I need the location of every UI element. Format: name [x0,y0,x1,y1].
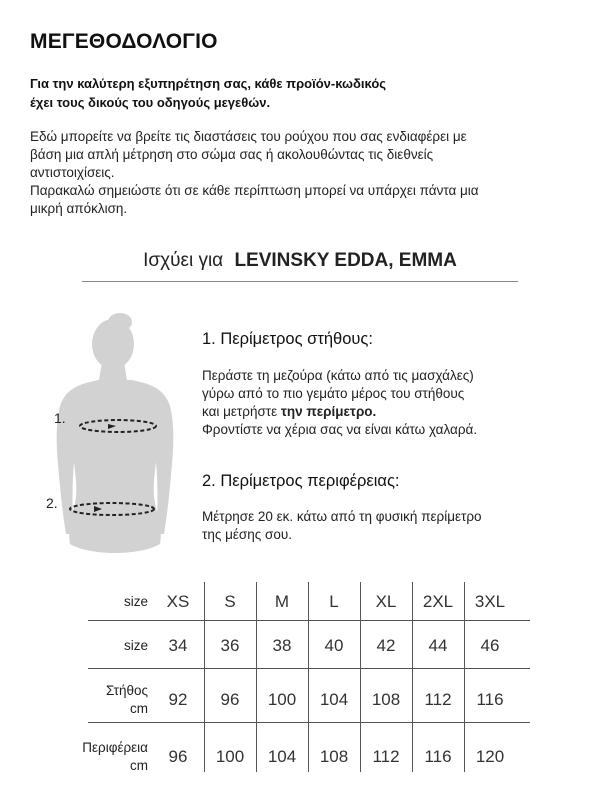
table-row-label [38,637,148,655]
table-cell: 36 [220,636,240,655]
table-row-label-line: Περιφέρεια [82,740,148,755]
intro-line: αντιστοιχίσεις. [30,165,115,180]
table-cell: 104 [319,690,349,709]
section1-text [202,367,477,439]
page-title: ΜΕΓΕΘΟΔΟΛΟΓΙΟ [30,30,218,53]
table-row-label-line: size [123,638,148,653]
table-cell: 46 [480,636,500,655]
table-cell: 116 [424,747,452,766]
table-cell: 44 [428,636,448,655]
table-cell: 108 [371,690,401,709]
section2-heading: 2. Περίμετρος περιφέρειας: [202,472,400,490]
table-cell: 112 [372,747,400,766]
section1-line: Φροντίστε να χέρια σας να είναι κάτω χαλαρά. [202,422,478,437]
table-cell: XS [166,592,190,611]
marker-1: 1. [54,410,66,426]
table-cell: S [224,592,236,611]
table-row-label [38,682,148,718]
table-row-divider [88,668,530,669]
table-cell: 116 [476,690,504,709]
applies-heading [0,250,600,272]
table-cell: 34 [168,636,188,655]
intro-bold-line: έχει τους δικούς του οδηγούς μεγεθών. [30,95,271,110]
table-cell: 38 [272,636,292,655]
section2-line: της μέσης σου. [202,527,292,542]
section1-line3-prefix: και μετρήστε [202,404,281,419]
table-row-divider [88,722,530,723]
intro-line: Παρακαλώ σημειώστε ότι σε κάθε περίπτωση μπορεί να υπάρχει πάντα μια [30,183,479,198]
table-column-divider [412,582,413,772]
table-cell: 2XL [422,592,454,611]
table-cell: 3XL [474,592,506,611]
body-silhouette-figure [50,312,180,562]
applies-models: LEVINSKY EDDA, EMMA [234,250,457,271]
table-column-divider [256,582,257,772]
marker-2: 2. [46,495,58,511]
intro-paragraph [30,128,479,218]
table-column-divider [464,582,465,772]
table-cell: 42 [376,636,396,655]
intro-line: μικρή απόκλιση. [30,201,128,216]
section1-heading: 1. Περίμετρος στήθους: [202,330,373,348]
section1-line3-bold: την περίμετρο. [280,404,377,419]
table-cell: 40 [324,636,344,655]
section1-line: γύρω από το πιο γεμάτο μέρος του στήθους [202,386,465,401]
silhouette-shape [57,313,174,553]
table-cell: 96 [220,690,240,709]
section1-line: Περάστε τη μεζούρα (κάτω από τις μασχάλες) [202,368,474,383]
intro-bold-line: Για την καλύτερη εξυπηρέτηση σας, κάθε προϊόν-κωδικός [30,76,387,91]
table-column-divider [360,582,361,772]
table-cell: 96 [168,747,188,766]
intro-line: βάση μια απλή μέτρηση στο σώμα σας ή ακολουθώντας τις διεθνείς [30,147,434,162]
table-cell: 120 [475,747,505,766]
section1-line [202,403,477,421]
table-row-label-line: size [123,594,148,609]
table-row-label [38,593,148,611]
section2-line: Μέτρησε 20 εκ. κάτω από τη φυσική περίμετρο [202,509,482,524]
table-cell: 104 [267,747,297,766]
table-cell: 100 [215,747,245,766]
table-cell: 100 [267,690,297,709]
table-cell: XL [375,592,397,611]
table-row-divider [88,620,530,621]
table-row-label-line: Στήθος [105,683,148,698]
table-row-label-line: cm [130,758,148,773]
table-row-label-line: cm [130,701,148,716]
intro-line: Εδώ μπορείτε να βρείτε τις διαστάσεις του ρούχου που σας ενδιαφέρει με [30,129,467,144]
table-cell: L [329,592,339,611]
table-row-label [38,739,148,775]
table-column-divider [308,582,309,772]
table-column-divider [204,582,205,772]
table-cell: 112 [424,690,452,709]
divider [82,281,518,282]
table-cell: 92 [168,690,188,709]
intro-bold-paragraph [30,74,386,112]
table-cell: M [274,592,290,611]
table-cell: 108 [319,747,349,766]
section2-text [202,508,482,544]
applies-prefix: Ισχύει για [143,250,224,271]
